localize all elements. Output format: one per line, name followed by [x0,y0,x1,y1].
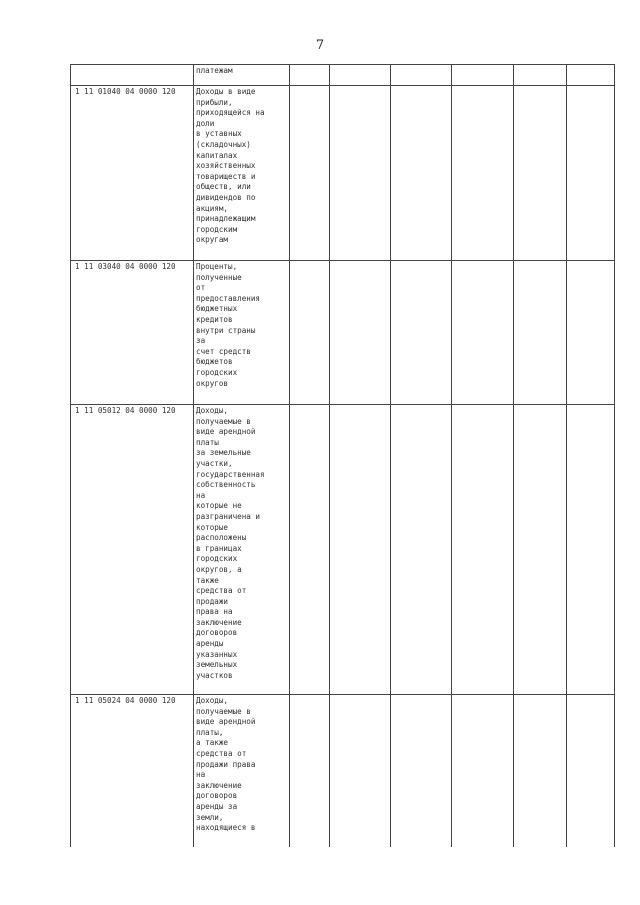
value-cell [452,86,514,261]
value-cell [330,86,391,261]
value-cell [514,65,567,86]
value-cell [391,405,452,695]
revenue-code-cell: 1 11 05012 04 0000 120 [71,405,194,695]
revenue-name-cell: Проценты, полученные от предоставления бюджетных кредитов внутри страны за счет средств бюджетов городских округов [194,261,290,405]
value-cell [290,65,330,86]
value-cell [567,65,615,86]
revenue-name-cell: Доходы, получаемые в виде арендной платы, а также средства от продажи права на заключение договоров аренды за земли, находящиеся в [194,695,290,848]
budget-revenue-table [70,64,615,847]
value-cell [452,405,514,695]
value-cell [452,695,514,848]
value-cell [391,65,452,86]
value-cell [514,261,567,405]
value-cell [290,405,330,695]
value-cell [290,261,330,405]
value-cell [452,261,514,405]
table-row [71,86,615,261]
revenue-code-cell [71,65,194,86]
value-cell [330,65,391,86]
table-row [71,695,615,848]
value-cell [290,695,330,848]
table-row [71,261,615,405]
page-number: 7 [315,38,325,53]
revenue-code-cell: 1 11 01040 04 0000 120 [71,86,194,261]
revenue-name-cell: Доходы, получаемые в виде арендной платы за земельные участки, государственная собственность на которые не разграничена и которые расположены в границах городских округов, а также средства от продажи права на заключение договоров аренды указанных земельных участков [194,405,290,695]
value-cell [391,86,452,261]
value-cell [290,86,330,261]
table-row [71,65,615,86]
value-cell [567,261,615,405]
value-cell [567,86,615,261]
value-cell [452,65,514,86]
value-cell [391,261,452,405]
value-cell [567,405,615,695]
value-cell [514,695,567,848]
value-cell [567,695,615,848]
revenue-code-cell: 1 11 05024 04 0000 120 [71,695,194,848]
table-row [71,405,615,695]
value-cell [391,695,452,848]
value-cell [330,261,391,405]
revenue-name-cell: Доходы в виде прибыли, приходящейся на доли в уставных (складочных) капиталах хозяйственных товариществ и обществ, или дивидендов по акциям, принадлежащим городским округам [194,86,290,261]
value-cell [330,695,391,848]
value-cell [514,86,567,261]
value-cell [330,405,391,695]
value-cell [514,405,567,695]
revenue-code-cell: 1 11 03040 04 0000 120 [71,261,194,405]
revenue-name-cell: платежам [194,65,290,86]
